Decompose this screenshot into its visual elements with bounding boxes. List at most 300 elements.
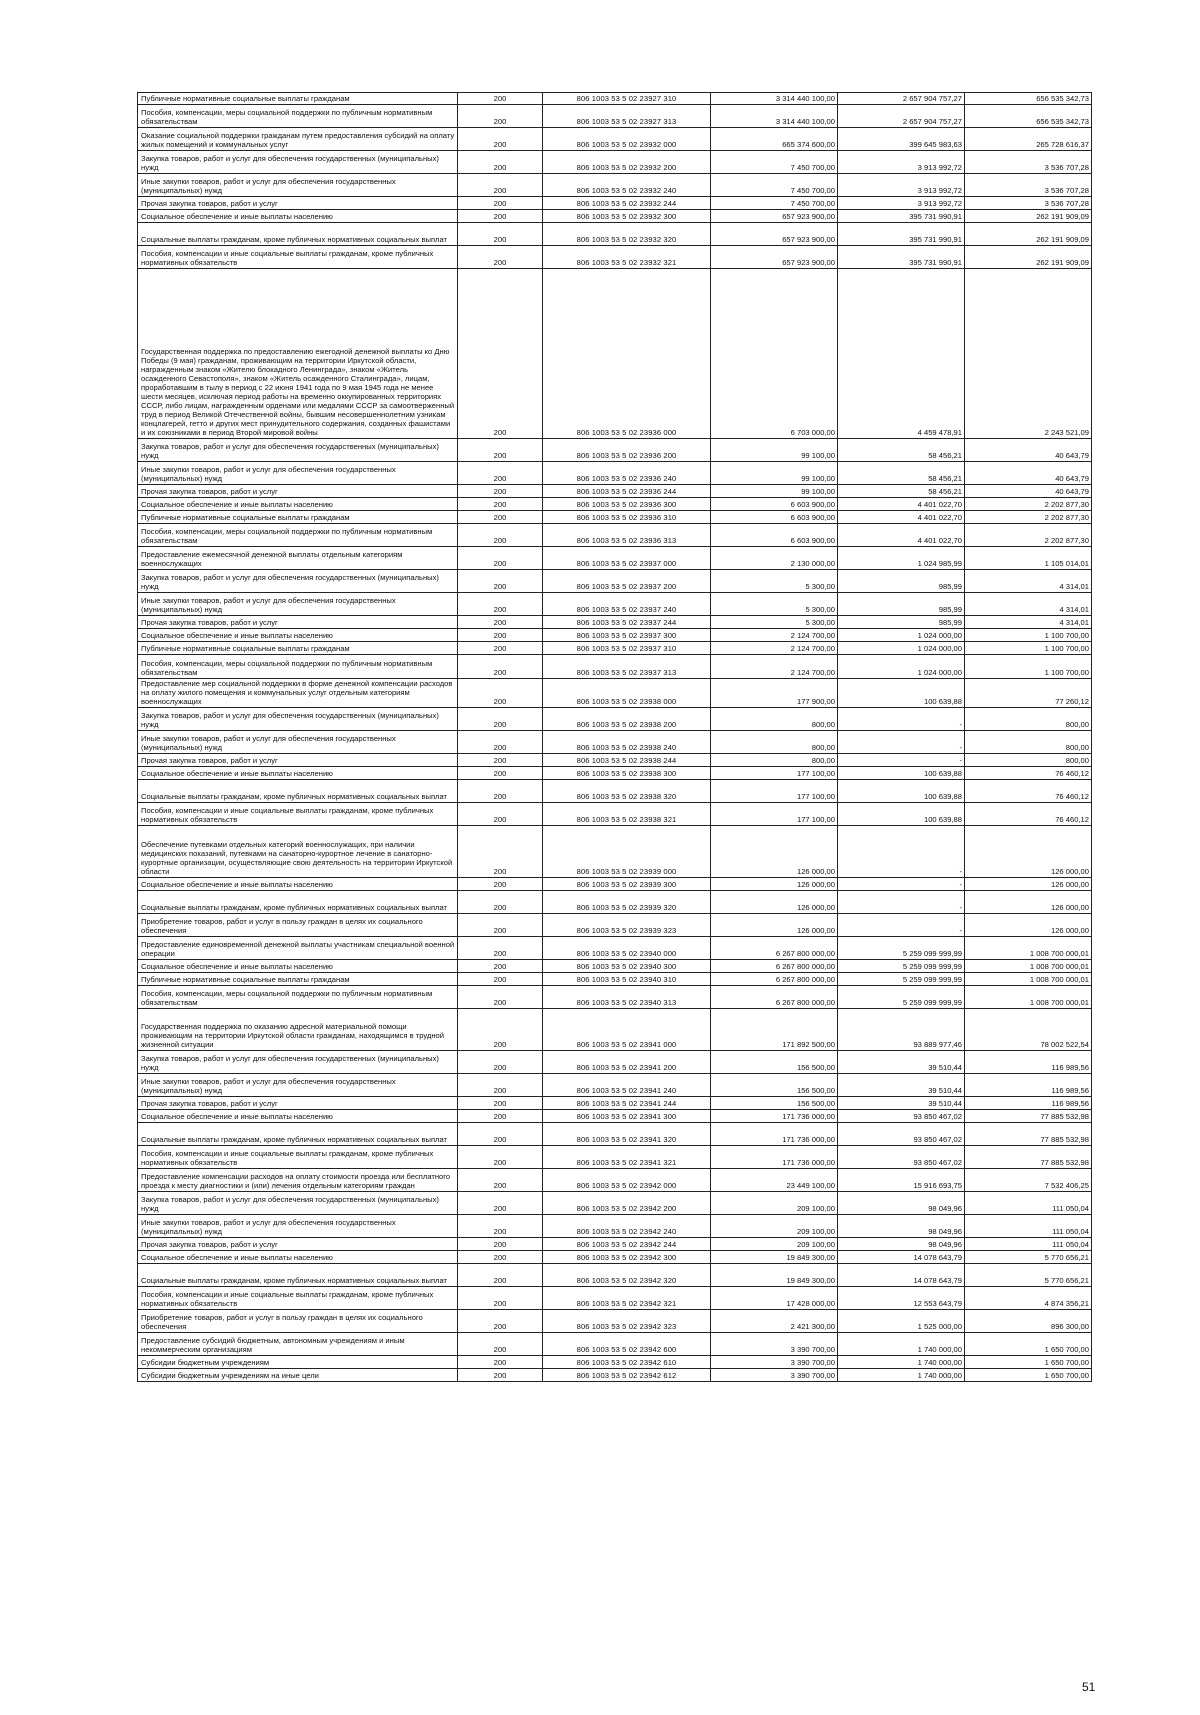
row-approved-amount: 2 130 000,00 bbox=[711, 547, 838, 570]
row-budget-code: 806 1003 53 5 02 23937 200 bbox=[543, 570, 711, 593]
row-line-code: 200 bbox=[458, 1251, 543, 1264]
table-row bbox=[138, 223, 1092, 246]
row-line-code: 200 bbox=[458, 1238, 543, 1251]
table-row bbox=[138, 1356, 1092, 1369]
row-name: Закупка товаров, работ и услуг для обеспечения государственных (муниципальных) нужд bbox=[138, 1192, 458, 1215]
row-executed-amount: - bbox=[838, 891, 965, 914]
table-row bbox=[138, 524, 1092, 547]
row-unexecuted-amount: 77 885 532,98 bbox=[965, 1123, 1092, 1146]
row-executed-amount: 3 913 992,72 bbox=[838, 151, 965, 174]
table-row bbox=[138, 655, 1092, 679]
row-budget-code: 806 1003 53 5 02 23937 000 bbox=[543, 547, 711, 570]
table-row bbox=[138, 1110, 1092, 1123]
row-budget-code: 806 1003 53 5 02 23942 610 bbox=[543, 1356, 711, 1369]
row-approved-amount: 99 100,00 bbox=[711, 462, 838, 485]
row-line-code: 200 bbox=[458, 914, 543, 937]
row-executed-amount: 39 510,44 bbox=[838, 1097, 965, 1110]
row-approved-amount: 171 892 500,00 bbox=[711, 1009, 838, 1051]
row-unexecuted-amount: 40 643,79 bbox=[965, 485, 1092, 498]
row-approved-amount: 23 449 100,00 bbox=[711, 1169, 838, 1192]
row-unexecuted-amount: 1 008 700 000,01 bbox=[965, 960, 1092, 973]
row-budget-code: 806 1003 53 5 02 23942 321 bbox=[543, 1287, 711, 1310]
row-approved-amount: 6 703 000,00 bbox=[711, 269, 838, 439]
row-approved-amount: 2 421 300,00 bbox=[711, 1310, 838, 1333]
row-approved-amount: 209 100,00 bbox=[711, 1238, 838, 1251]
row-line-code: 200 bbox=[458, 223, 543, 246]
row-line-code: 200 bbox=[458, 151, 543, 174]
table-row bbox=[138, 1146, 1092, 1169]
table-row bbox=[138, 1169, 1092, 1192]
row-approved-amount: 171 736 000,00 bbox=[711, 1146, 838, 1169]
row-budget-code: 806 1003 53 5 02 23941 244 bbox=[543, 1097, 711, 1110]
table-row bbox=[138, 1287, 1092, 1310]
row-approved-amount: 6 267 800 000,00 bbox=[711, 960, 838, 973]
table-row bbox=[138, 593, 1092, 616]
row-executed-amount: 100 639,88 bbox=[838, 767, 965, 780]
table-row bbox=[138, 151, 1092, 174]
row-line-code: 200 bbox=[458, 973, 543, 986]
row-unexecuted-amount: 4 314,01 bbox=[965, 570, 1092, 593]
table-row bbox=[138, 93, 1092, 105]
row-executed-amount: 5 259 099 999,99 bbox=[838, 973, 965, 986]
row-line-code: 200 bbox=[458, 803, 543, 826]
row-unexecuted-amount: 111 050,04 bbox=[965, 1215, 1092, 1238]
budget-table-body bbox=[138, 93, 1092, 1382]
row-unexecuted-amount: 116 989,56 bbox=[965, 1051, 1092, 1074]
row-approved-amount: 5 300,00 bbox=[711, 616, 838, 629]
row-budget-code: 806 1003 53 5 02 23932 321 bbox=[543, 246, 711, 269]
row-unexecuted-amount: 800,00 bbox=[965, 754, 1092, 767]
page-number: 51 bbox=[1082, 1680, 1096, 1694]
row-budget-code: 806 1003 53 5 02 23939 000 bbox=[543, 826, 711, 878]
row-approved-amount: 19 849 300,00 bbox=[711, 1264, 838, 1287]
row-line-code: 200 bbox=[458, 1310, 543, 1333]
table-row bbox=[138, 1051, 1092, 1074]
row-unexecuted-amount: 1 100 700,00 bbox=[965, 629, 1092, 642]
row-unexecuted-amount: 7 532 406,25 bbox=[965, 1169, 1092, 1192]
row-name: Иные закупки товаров, работ и услуг для обеспечения государственных (муниципальных) нужд bbox=[138, 1215, 458, 1238]
row-executed-amount: 100 639,88 bbox=[838, 780, 965, 803]
row-unexecuted-amount: 2 243 521,09 bbox=[965, 269, 1092, 439]
table-row bbox=[138, 570, 1092, 593]
row-name: Прочая закупка товаров, работ и услуг bbox=[138, 197, 458, 210]
row-approved-amount: 177 900,00 bbox=[711, 679, 838, 708]
row-line-code: 200 bbox=[458, 1356, 543, 1369]
row-name: Прочая закупка товаров, работ и услуг bbox=[138, 754, 458, 767]
budget-table bbox=[137, 92, 1092, 1382]
table-row bbox=[138, 914, 1092, 937]
row-name: Публичные нормативные социальные выплаты гражданам bbox=[138, 642, 458, 655]
row-approved-amount: 209 100,00 bbox=[711, 1215, 838, 1238]
table-row bbox=[138, 439, 1092, 462]
row-approved-amount: 19 849 300,00 bbox=[711, 1251, 838, 1264]
row-budget-code: 806 1003 53 5 02 23932 300 bbox=[543, 210, 711, 223]
row-budget-code: 806 1003 53 5 02 23936 000 bbox=[543, 269, 711, 439]
table-row bbox=[138, 105, 1092, 128]
row-name: Пособия, компенсации и иные социальные выплаты гражданам, кроме публичных нормативных обязательств bbox=[138, 1146, 458, 1169]
row-executed-amount: 1 024 000,00 bbox=[838, 629, 965, 642]
row-budget-code: 806 1003 53 5 02 23936 240 bbox=[543, 462, 711, 485]
row-approved-amount: 177 100,00 bbox=[711, 767, 838, 780]
row-budget-code: 806 1003 53 5 02 23941 200 bbox=[543, 1051, 711, 1074]
table-row bbox=[138, 174, 1092, 197]
row-executed-amount: 1 740 000,00 bbox=[838, 1369, 965, 1382]
row-unexecuted-amount: 77 885 532,98 bbox=[965, 1110, 1092, 1123]
row-name: Приобретение товаров, работ и услуг в пользу граждан в целях их социального обеспечения bbox=[138, 914, 458, 937]
table-row bbox=[138, 269, 1092, 439]
row-name: Пособия, компенсации, меры социальной поддержки по публичным нормативным обязательствам bbox=[138, 655, 458, 679]
row-line-code: 200 bbox=[458, 1097, 543, 1110]
row-approved-amount: 800,00 bbox=[711, 708, 838, 731]
row-executed-amount: 4 401 022,70 bbox=[838, 511, 965, 524]
row-budget-code: 806 1003 53 5 02 23942 000 bbox=[543, 1169, 711, 1192]
row-line-code: 200 bbox=[458, 1215, 543, 1238]
row-unexecuted-amount: 111 050,04 bbox=[965, 1192, 1092, 1215]
row-line-code: 200 bbox=[458, 1123, 543, 1146]
row-name: Социальное обеспечение и иные выплаты населению bbox=[138, 498, 458, 511]
row-approved-amount: 800,00 bbox=[711, 731, 838, 754]
row-approved-amount: 657 923 900,00 bbox=[711, 210, 838, 223]
row-budget-code: 806 1003 53 5 02 23932 320 bbox=[543, 223, 711, 246]
row-unexecuted-amount: 40 643,79 bbox=[965, 462, 1092, 485]
table-row bbox=[138, 731, 1092, 754]
row-unexecuted-amount: 1 008 700 000,01 bbox=[965, 937, 1092, 960]
row-approved-amount: 3 390 700,00 bbox=[711, 1369, 838, 1382]
row-line-code: 200 bbox=[458, 570, 543, 593]
row-budget-code: 806 1003 53 5 02 23936 310 bbox=[543, 511, 711, 524]
row-approved-amount: 6 267 800 000,00 bbox=[711, 937, 838, 960]
row-name: Пособия, компенсации и иные социальные выплаты гражданам, кроме публичных нормативных обязательств bbox=[138, 1287, 458, 1310]
row-executed-amount: 985,99 bbox=[838, 593, 965, 616]
row-name: Государственная поддержка по предоставлению ежегодной денежной выплаты ко Дню Победы (9 мая) гражданам, проживающим на территории Иркутской области, награжденным знаком «Жителю блокадного Ленинграда», знаком «Житель осажденного Севастополя», знаком «Житель осажденного Сталинграда», лицам, проработавшим в тылу в период с 22 июня 1941 года по 9 мая 1945 года не менее шести месяцев, исключая период работы на временно оккупированных территориях СССР, либо лицам, награжденным орденами или медалями СССР за самоотверженный труд в период Великой Отечественной войны, бывшим несовершеннолетним узникам концлагерей, гетто и других мест принудительного содержания, созданных фашистами и их союзниками в период Второй мировой войны bbox=[138, 269, 458, 439]
row-approved-amount: 7 450 700,00 bbox=[711, 174, 838, 197]
row-name: Социальное обеспечение и иные выплаты населению bbox=[138, 960, 458, 973]
row-unexecuted-amount: 3 536 707,28 bbox=[965, 174, 1092, 197]
row-executed-amount: 58 456,21 bbox=[838, 439, 965, 462]
table-row bbox=[138, 246, 1092, 269]
row-budget-code: 806 1003 53 5 02 23936 300 bbox=[543, 498, 711, 511]
row-line-code: 200 bbox=[458, 128, 543, 151]
table-row bbox=[138, 679, 1092, 708]
row-name: Пособия, компенсации и иные социальные выплаты гражданам, кроме публичных нормативных обязательств bbox=[138, 803, 458, 826]
row-approved-amount: 6 603 900,00 bbox=[711, 498, 838, 511]
row-executed-amount: 5 259 099 999,99 bbox=[838, 960, 965, 973]
row-approved-amount: 99 100,00 bbox=[711, 439, 838, 462]
row-approved-amount: 17 428 000,00 bbox=[711, 1287, 838, 1310]
row-unexecuted-amount: 262 191 909,09 bbox=[965, 246, 1092, 269]
row-executed-amount: 39 510,44 bbox=[838, 1074, 965, 1097]
row-budget-code: 806 1003 53 5 02 23939 320 bbox=[543, 891, 711, 914]
row-unexecuted-amount: 896 300,00 bbox=[965, 1310, 1092, 1333]
row-approved-amount: 5 300,00 bbox=[711, 593, 838, 616]
row-executed-amount: 1 525 000,00 bbox=[838, 1310, 965, 1333]
row-budget-code: 806 1003 53 5 02 23942 320 bbox=[543, 1264, 711, 1287]
row-name: Иные закупки товаров, работ и услуг для обеспечения государственных (муниципальных) нужд bbox=[138, 593, 458, 616]
row-unexecuted-amount: 1 100 700,00 bbox=[965, 655, 1092, 679]
row-executed-amount: 395 731 990,91 bbox=[838, 210, 965, 223]
row-approved-amount: 6 603 900,00 bbox=[711, 511, 838, 524]
row-unexecuted-amount: 1 100 700,00 bbox=[965, 642, 1092, 655]
row-name: Социальное обеспечение и иные выплаты населению bbox=[138, 210, 458, 223]
row-unexecuted-amount: 116 989,56 bbox=[965, 1074, 1092, 1097]
row-unexecuted-amount: 1 650 700,00 bbox=[965, 1356, 1092, 1369]
row-budget-code: 806 1003 53 5 02 23937 313 bbox=[543, 655, 711, 679]
row-unexecuted-amount: 5 770 656,21 bbox=[965, 1251, 1092, 1264]
table-row bbox=[138, 511, 1092, 524]
row-line-code: 200 bbox=[458, 1009, 543, 1051]
row-unexecuted-amount: 4 874 356,21 bbox=[965, 1287, 1092, 1310]
row-line-code: 200 bbox=[458, 511, 543, 524]
table-row bbox=[138, 1238, 1092, 1251]
row-unexecuted-amount: 5 770 656,21 bbox=[965, 1264, 1092, 1287]
row-executed-amount: 1 024 000,00 bbox=[838, 655, 965, 679]
table-row bbox=[138, 973, 1092, 986]
budget-table-container bbox=[137, 92, 1091, 1382]
row-approved-amount: 171 736 000,00 bbox=[711, 1123, 838, 1146]
row-executed-amount: 39 510,44 bbox=[838, 1051, 965, 1074]
row-line-code: 200 bbox=[458, 1287, 543, 1310]
row-line-code: 200 bbox=[458, 1333, 543, 1356]
row-approved-amount: 5 300,00 bbox=[711, 570, 838, 593]
row-budget-code: 806 1003 53 5 02 23941 320 bbox=[543, 1123, 711, 1146]
row-unexecuted-amount: 40 643,79 bbox=[965, 439, 1092, 462]
row-line-code: 200 bbox=[458, 439, 543, 462]
row-unexecuted-amount: 800,00 bbox=[965, 731, 1092, 754]
row-line-code: 200 bbox=[458, 1169, 543, 1192]
row-unexecuted-amount: 77 260,12 bbox=[965, 679, 1092, 708]
row-budget-code: 806 1003 53 5 02 23932 244 bbox=[543, 197, 711, 210]
row-approved-amount: 209 100,00 bbox=[711, 1192, 838, 1215]
table-row bbox=[138, 960, 1092, 973]
row-executed-amount: 58 456,21 bbox=[838, 462, 965, 485]
row-executed-amount: 4 459 478,91 bbox=[838, 269, 965, 439]
row-line-code: 200 bbox=[458, 269, 543, 439]
row-unexecuted-amount: 116 989,56 bbox=[965, 1097, 1092, 1110]
row-name: Предоставление субсидий бюджетным, автономным учреждениям и иным некоммерческим организациям bbox=[138, 1333, 458, 1356]
row-executed-amount: 12 553 643,79 bbox=[838, 1287, 965, 1310]
row-name: Прочая закупка товаров, работ и услуг bbox=[138, 1238, 458, 1251]
row-budget-code: 806 1003 53 5 02 23942 600 bbox=[543, 1333, 711, 1356]
row-budget-code: 806 1003 53 5 02 23939 323 bbox=[543, 914, 711, 937]
row-executed-amount: 98 049,96 bbox=[838, 1192, 965, 1215]
row-approved-amount: 665 374 600,00 bbox=[711, 128, 838, 151]
row-name: Предоставление компенсации расходов на оплату стоимости проезда или бесплатного проезда к месту диагностики и (или) лечения отдельным категориям граждан bbox=[138, 1169, 458, 1192]
row-name: Публичные нормативные социальные выплаты гражданам bbox=[138, 511, 458, 524]
row-name: Закупка товаров, работ и услуг для обеспечения государственных (муниципальных) нужд bbox=[138, 708, 458, 731]
row-unexecuted-amount: 800,00 bbox=[965, 708, 1092, 731]
row-executed-amount: 1 740 000,00 bbox=[838, 1356, 965, 1369]
table-row bbox=[138, 642, 1092, 655]
row-name: Закупка товаров, работ и услуг для обеспечения государственных (муниципальных) нужд bbox=[138, 570, 458, 593]
table-row bbox=[138, 826, 1092, 878]
row-approved-amount: 2 124 700,00 bbox=[711, 655, 838, 679]
row-budget-code: 806 1003 53 5 02 23932 000 bbox=[543, 128, 711, 151]
row-name: Социальное обеспечение и иные выплаты населению bbox=[138, 629, 458, 642]
row-line-code: 200 bbox=[458, 174, 543, 197]
row-unexecuted-amount: 126 000,00 bbox=[965, 878, 1092, 891]
row-executed-amount: - bbox=[838, 826, 965, 878]
row-name: Прочая закупка товаров, работ и услуг bbox=[138, 616, 458, 629]
row-line-code: 200 bbox=[458, 986, 543, 1009]
table-row bbox=[138, 891, 1092, 914]
row-line-code: 200 bbox=[458, 891, 543, 914]
row-unexecuted-amount: 76 460,12 bbox=[965, 780, 1092, 803]
row-name: Публичные нормативные социальные выплаты гражданам bbox=[138, 973, 458, 986]
row-approved-amount: 6 267 800 000,00 bbox=[711, 973, 838, 986]
row-executed-amount: 1 740 000,00 bbox=[838, 1333, 965, 1356]
row-executed-amount: 14 078 643,79 bbox=[838, 1264, 965, 1287]
row-executed-amount: 2 657 904 757,27 bbox=[838, 105, 965, 128]
table-row bbox=[138, 1215, 1092, 1238]
row-line-code: 200 bbox=[458, 197, 543, 210]
row-budget-code: 806 1003 53 5 02 23941 300 bbox=[543, 1110, 711, 1123]
row-executed-amount: 15 916 693,75 bbox=[838, 1169, 965, 1192]
row-approved-amount: 657 923 900,00 bbox=[711, 223, 838, 246]
row-approved-amount: 126 000,00 bbox=[711, 878, 838, 891]
row-approved-amount: 126 000,00 bbox=[711, 826, 838, 878]
row-budget-code: 806 1003 53 5 02 23942 244 bbox=[543, 1238, 711, 1251]
row-executed-amount: 395 731 990,91 bbox=[838, 246, 965, 269]
row-executed-amount: 5 259 099 999,99 bbox=[838, 986, 965, 1009]
row-name: Пособия, компенсации, меры социальной поддержки по публичным нормативным обязательствам bbox=[138, 524, 458, 547]
row-name: Предоставление единовременной денежной выплаты участникам специальной военной операции bbox=[138, 937, 458, 960]
row-line-code: 200 bbox=[458, 754, 543, 767]
row-line-code: 200 bbox=[458, 1110, 543, 1123]
row-name: Прочая закупка товаров, работ и услуг bbox=[138, 1097, 458, 1110]
table-row bbox=[138, 1097, 1092, 1110]
row-line-code: 200 bbox=[458, 767, 543, 780]
row-budget-code: 806 1003 53 5 02 23932 200 bbox=[543, 151, 711, 174]
row-approved-amount: 6 603 900,00 bbox=[711, 524, 838, 547]
row-line-code: 200 bbox=[458, 642, 543, 655]
row-budget-code: 806 1003 53 5 02 23936 313 bbox=[543, 524, 711, 547]
row-unexecuted-amount: 2 202 877,30 bbox=[965, 511, 1092, 524]
row-unexecuted-amount: 126 000,00 bbox=[965, 826, 1092, 878]
row-budget-code: 806 1003 53 5 02 23937 244 bbox=[543, 616, 711, 629]
row-approved-amount: 126 000,00 bbox=[711, 891, 838, 914]
row-approved-amount: 177 100,00 bbox=[711, 803, 838, 826]
row-name: Пособия, компенсации, меры социальной поддержки по публичным нормативным обязательствам bbox=[138, 986, 458, 1009]
row-approved-amount: 3 390 700,00 bbox=[711, 1356, 838, 1369]
row-name: Прочая закупка товаров, работ и услуг bbox=[138, 485, 458, 498]
row-budget-code: 806 1003 53 5 02 23940 313 bbox=[543, 986, 711, 1009]
row-name: Обеспечение путевками отдельных категорий военнослужащих, при наличии медицинских показаний, путевками на санаторно-курортное лечение в санаторно-курортные организации, осуществляющие свою деятельность на территории Иркутской области bbox=[138, 826, 458, 878]
row-line-code: 200 bbox=[458, 655, 543, 679]
row-executed-amount: - bbox=[838, 914, 965, 937]
row-unexecuted-amount: 111 050,04 bbox=[965, 1238, 1092, 1251]
row-approved-amount: 7 450 700,00 bbox=[711, 197, 838, 210]
table-row bbox=[138, 629, 1092, 642]
row-unexecuted-amount: 1 650 700,00 bbox=[965, 1369, 1092, 1382]
row-name: Иные закупки товаров, работ и услуг для обеспечения государственных (муниципальных) нужд bbox=[138, 462, 458, 485]
row-name: Пособия, компенсации, меры социальной поддержки по публичным нормативным обязательствам bbox=[138, 105, 458, 128]
row-unexecuted-amount: 656 535 342,73 bbox=[965, 105, 1092, 128]
row-line-code: 200 bbox=[458, 731, 543, 754]
row-unexecuted-amount: 4 314,01 bbox=[965, 616, 1092, 629]
row-executed-amount: 1 024 985,99 bbox=[838, 547, 965, 570]
row-budget-code: 806 1003 53 5 02 23940 000 bbox=[543, 937, 711, 960]
row-line-code: 200 bbox=[458, 547, 543, 570]
row-executed-amount: 58 456,21 bbox=[838, 485, 965, 498]
table-row bbox=[138, 708, 1092, 731]
row-name: Публичные нормативные социальные выплаты гражданам bbox=[138, 93, 458, 105]
row-executed-amount: 100 639,88 bbox=[838, 803, 965, 826]
row-approved-amount: 657 923 900,00 bbox=[711, 246, 838, 269]
row-budget-code: 806 1003 53 5 02 23938 200 bbox=[543, 708, 711, 731]
row-name: Субсидии бюджетным учреждениям bbox=[138, 1356, 458, 1369]
row-line-code: 200 bbox=[458, 1051, 543, 1074]
row-executed-amount: - bbox=[838, 754, 965, 767]
row-budget-code: 806 1003 53 5 02 23938 240 bbox=[543, 731, 711, 754]
row-unexecuted-amount: 76 460,12 bbox=[965, 803, 1092, 826]
row-executed-amount: 98 049,96 bbox=[838, 1238, 965, 1251]
row-budget-code: 806 1003 53 5 02 23942 240 bbox=[543, 1215, 711, 1238]
table-row bbox=[138, 197, 1092, 210]
row-unexecuted-amount: 76 460,12 bbox=[965, 767, 1092, 780]
row-approved-amount: 3 314 440 100,00 bbox=[711, 93, 838, 105]
row-approved-amount: 99 100,00 bbox=[711, 485, 838, 498]
row-executed-amount: - bbox=[838, 878, 965, 891]
row-budget-code: 806 1003 53 5 02 23927 313 bbox=[543, 105, 711, 128]
row-line-code: 200 bbox=[458, 246, 543, 269]
row-line-code: 200 bbox=[458, 616, 543, 629]
row-budget-code: 806 1003 53 5 02 23938 321 bbox=[543, 803, 711, 826]
table-row bbox=[138, 937, 1092, 960]
table-row bbox=[138, 547, 1092, 570]
table-row bbox=[138, 1310, 1092, 1333]
row-name: Закупка товаров, работ и услуг для обеспечения государственных (муниципальных) нужд bbox=[138, 1051, 458, 1074]
row-executed-amount: 3 913 992,72 bbox=[838, 174, 965, 197]
row-budget-code: 806 1003 53 5 02 23936 244 bbox=[543, 485, 711, 498]
row-unexecuted-amount: 1 105 014,01 bbox=[965, 547, 1092, 570]
row-name: Иные закупки товаров, работ и услуг для обеспечения государственных (муниципальных) нужд bbox=[138, 731, 458, 754]
row-executed-amount: 985,99 bbox=[838, 616, 965, 629]
row-approved-amount: 800,00 bbox=[711, 754, 838, 767]
table-row bbox=[138, 210, 1092, 223]
row-name: Социальные выплаты гражданам, кроме публичных нормативных социальных выплат bbox=[138, 1123, 458, 1146]
row-approved-amount: 177 100,00 bbox=[711, 780, 838, 803]
row-name: Закупка товаров, работ и услуг для обеспечения государственных (муниципальных) нужд bbox=[138, 151, 458, 174]
row-approved-amount: 156 500,00 bbox=[711, 1097, 838, 1110]
table-row bbox=[138, 498, 1092, 511]
row-executed-amount: 93 850 467,02 bbox=[838, 1110, 965, 1123]
row-executed-amount: - bbox=[838, 731, 965, 754]
row-approved-amount: 171 736 000,00 bbox=[711, 1110, 838, 1123]
row-unexecuted-amount: 126 000,00 bbox=[965, 891, 1092, 914]
table-row bbox=[138, 986, 1092, 1009]
row-line-code: 200 bbox=[458, 1074, 543, 1097]
row-budget-code: 806 1003 53 5 02 23938 300 bbox=[543, 767, 711, 780]
row-executed-amount: - bbox=[838, 708, 965, 731]
row-line-code: 200 bbox=[458, 708, 543, 731]
row-budget-code: 806 1003 53 5 02 23941 000 bbox=[543, 1009, 711, 1051]
table-row bbox=[138, 754, 1092, 767]
row-executed-amount: 100 639,88 bbox=[838, 679, 965, 708]
row-executed-amount: 985,99 bbox=[838, 570, 965, 593]
row-budget-code: 806 1003 53 5 02 23932 240 bbox=[543, 174, 711, 197]
table-row bbox=[138, 767, 1092, 780]
row-budget-code: 806 1003 53 5 02 23927 310 bbox=[543, 93, 711, 105]
row-name: Социальные выплаты гражданам, кроме публичных нормативных социальных выплат bbox=[138, 1264, 458, 1287]
row-line-code: 200 bbox=[458, 498, 543, 511]
row-line-code: 200 bbox=[458, 1146, 543, 1169]
row-line-code: 200 bbox=[458, 593, 543, 616]
row-name: Социальные выплаты гражданам, кроме публичных нормативных социальных выплат bbox=[138, 891, 458, 914]
row-approved-amount: 6 267 800 000,00 bbox=[711, 986, 838, 1009]
table-row bbox=[138, 1251, 1092, 1264]
row-executed-amount: 4 401 022,70 bbox=[838, 498, 965, 511]
row-executed-amount: 2 657 904 757,27 bbox=[838, 93, 965, 105]
